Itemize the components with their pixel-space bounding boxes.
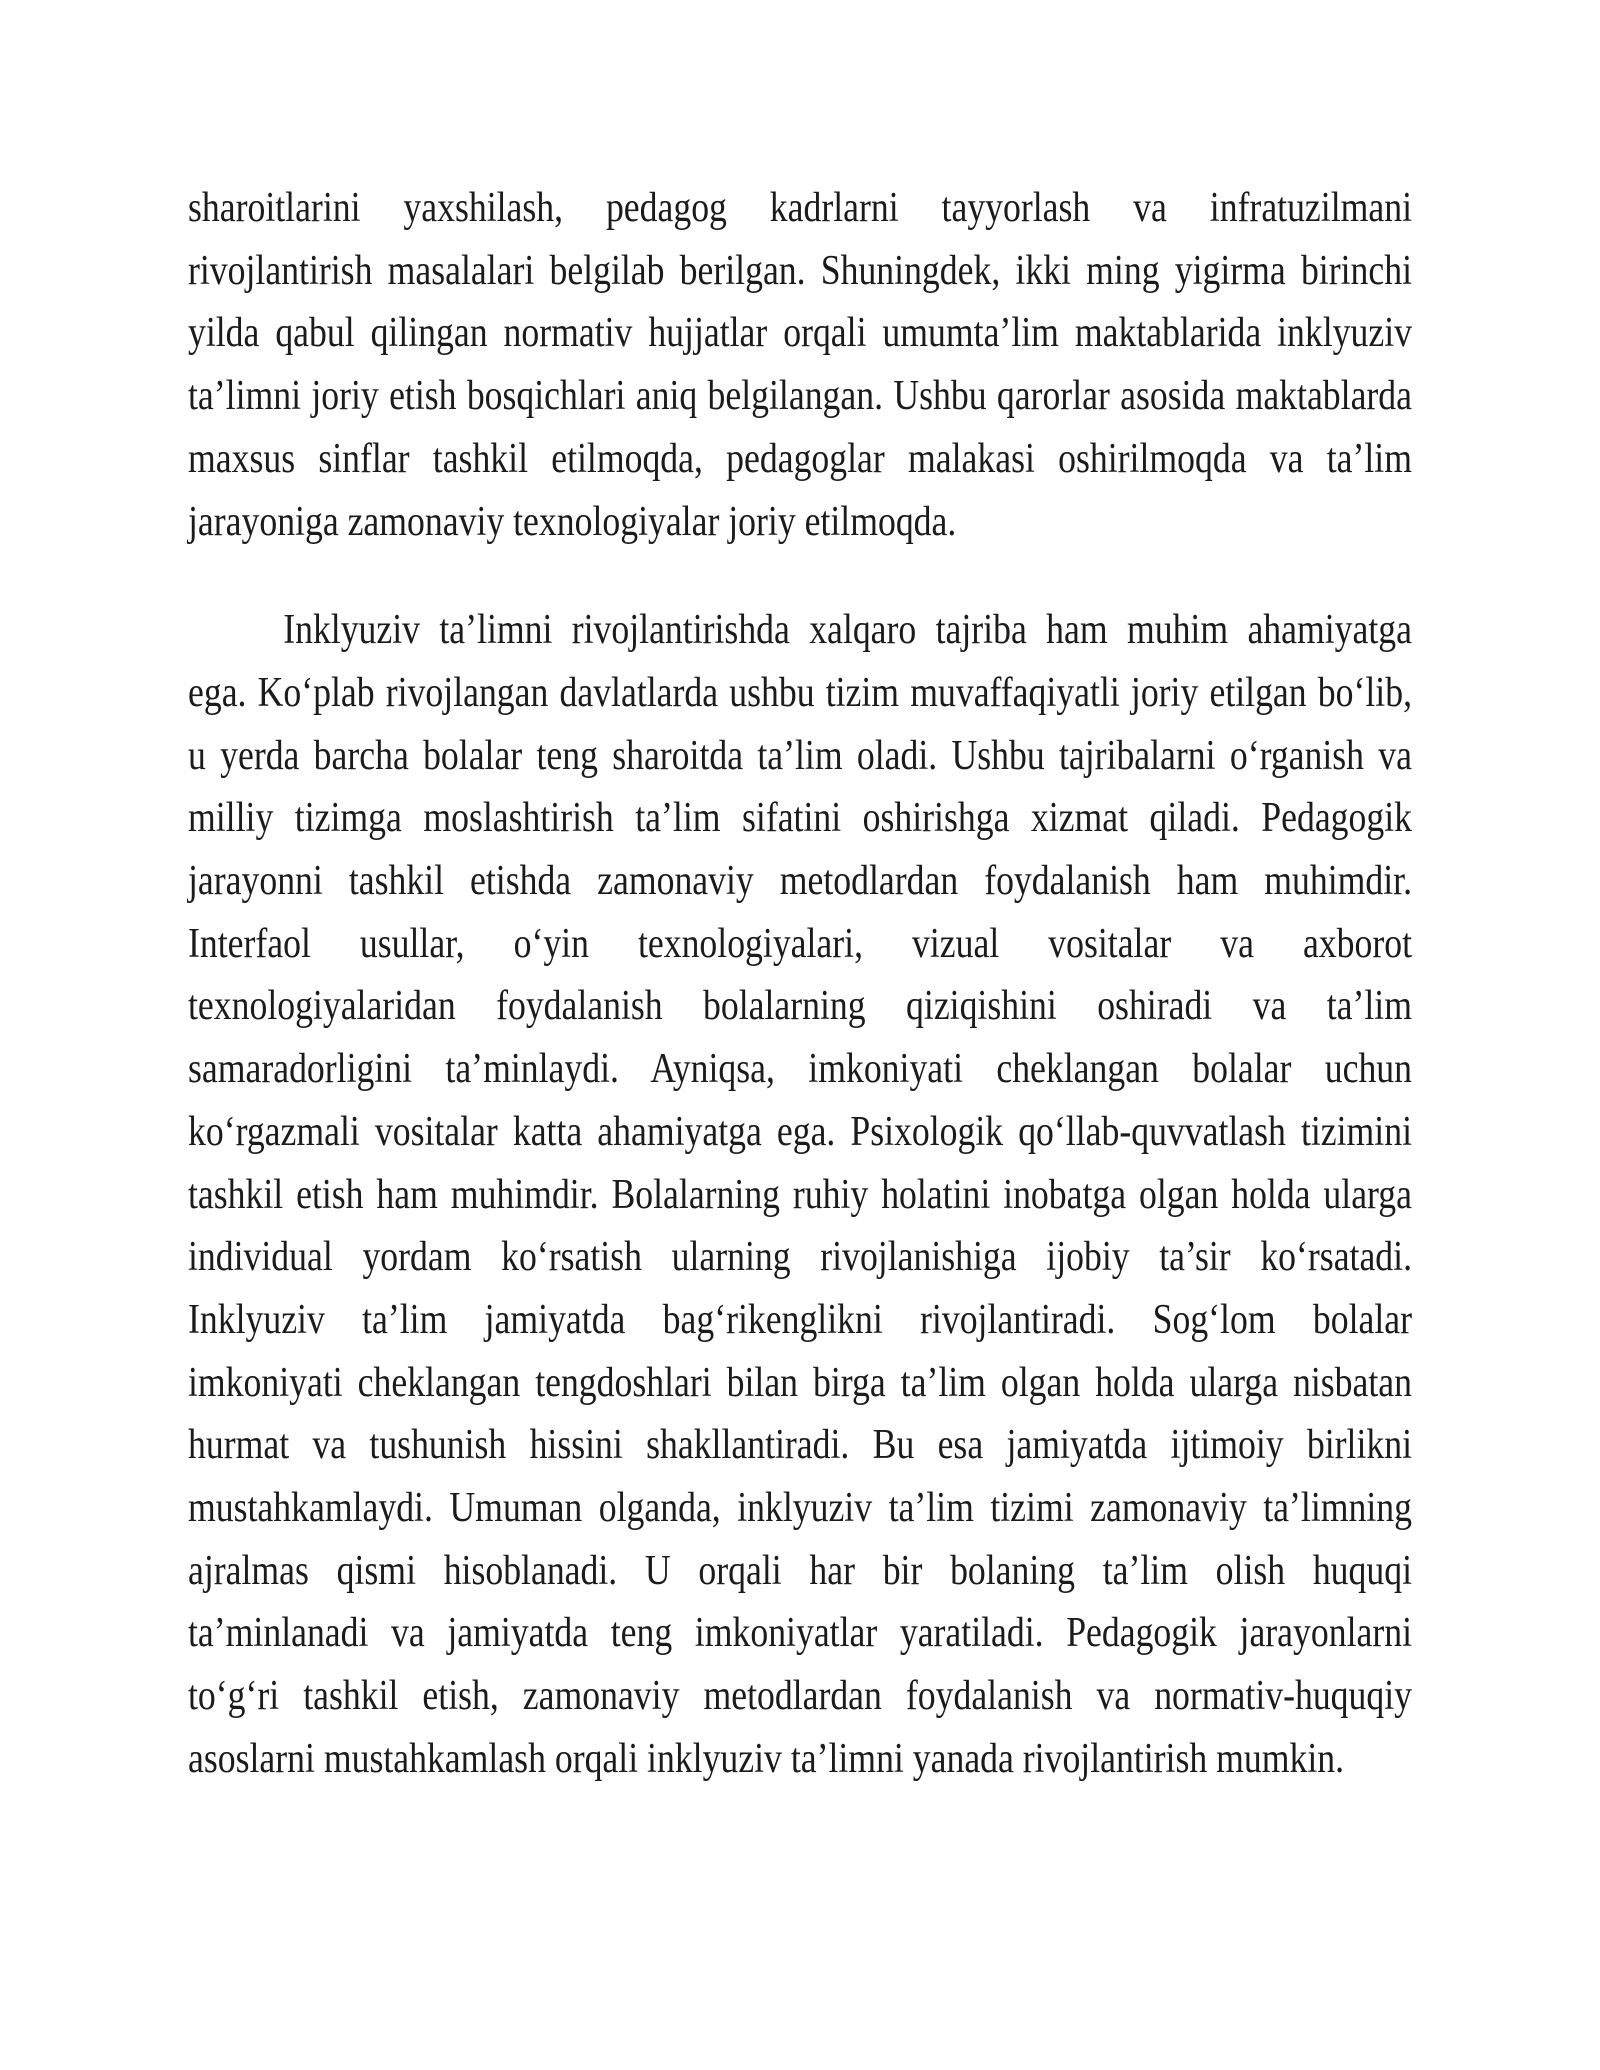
text-line: tashkil etish ham muhimdir. Bolalarning ruhiy holatini inobatga olgan holda ularga [188,1171,1412,1218]
text-line: jarayoniga zamonaviy texnologiyalar joriy etilmoqda. [188,498,957,545]
paragraph-2 [188,599,1412,1790]
text-line: ta’limni joriy etish bosqichlari aniq belgilangan. Ushbu qarorlar asosida maktablarda [188,373,1412,420]
text-line: ajralmas qismi hisoblanadi. U orqali har bir bolaning ta’lim olish huquqi [188,1547,1412,1594]
text-line: mustahkamlaydi. Umuman olganda, inklyuziv ta’lim tizimi zamonaviy ta’limning [188,1485,1412,1532]
text-line: maxsus sinflar tashkil etilmoqda, pedagoglar malakasi oshirilmoqda va ta’lim [188,435,1412,482]
text-line: asoslarni mustahkamlash orqali inklyuziv ta’limni yanada rivojlantirish mumkin. [188,1735,1345,1782]
text-line: hurmat va tushunish hissini shakllantiradi. Bu esa jamiyatda ijtimoiy birlikni [188,1422,1412,1469]
text-line: yilda qabul qilingan normativ hujjatlar orqali umumta’lim maktablarida inklyuziv [188,310,1412,357]
text-line: Inklyuziv ta’lim jamiyatda bagʻrikenglikni rivojlantiradi. Sogʻlom bolalar [188,1296,1412,1343]
text-line: toʻgʻri tashkil etish, zamonaviy metodlardan foydalanish va normativ-huquqiy [188,1673,1412,1720]
text-line: texnologiyalaridan foydalanish bolalarning qiziqishini oshiradi va ta’lim [188,983,1412,1030]
text-line: u yerda barcha bolalar teng sharoitda ta’lim oladi. Ushbu tajribalarni oʻrganish va [188,732,1412,779]
text-line: ega. Koʻplab rivojlangan davlatlarda ushbu tizim muvaffaqiyatli joriy etilgan boʻlib, [188,669,1412,716]
text-line: koʻrgazmali vositalar katta ahamiyatga ega. Psixologik qoʻllab-quvvatlash tizimini [188,1108,1412,1155]
text-line: imkoniyati cheklangan tengdoshlari bilan birga ta’lim olgan holda ularga nisbatan [188,1359,1412,1406]
text-line: samaradorligini ta’minlaydi. Ayniqsa, imkoniyati cheklangan bolalar uchun [188,1046,1412,1093]
text-line: jarayonni tashkil etishda zamonaviy metodlardan foydalanish ham muhimdir. [188,858,1412,905]
document-text [188,177,1412,1791]
text-line: ta’minlanadi va jamiyatda teng imkoniyatlar yaratiladi. Pedagogik jarayonlarni [188,1610,1412,1657]
paragraph-1 [188,177,1412,553]
text-line: Inklyuziv ta’limni rivojlantirishda xalqaro tajriba ham muhim ahamiyatga [283,607,1413,654]
text-line: milliy tizimga moslashtirish ta’lim sifatini oshirishga xizmat qiladi. Pedagogik [188,795,1412,842]
text-line: Interfaol usullar, oʻyin texnologiyalari, vizual vositalar va axborot [188,920,1412,967]
text-line: rivojlantirish masalalari belgilab berilgan. Shuningdek, ikki ming yigirma birinchi [188,247,1412,294]
text-line: sharoitlarini yaxshilash, pedagog kadrlarni tayyorlash va infratuzilmani [188,185,1412,231]
text-line: individual yordam koʻrsatish ularning rivojlanishiga ijobiy ta’sir koʻrsatadi. [188,1234,1412,1281]
